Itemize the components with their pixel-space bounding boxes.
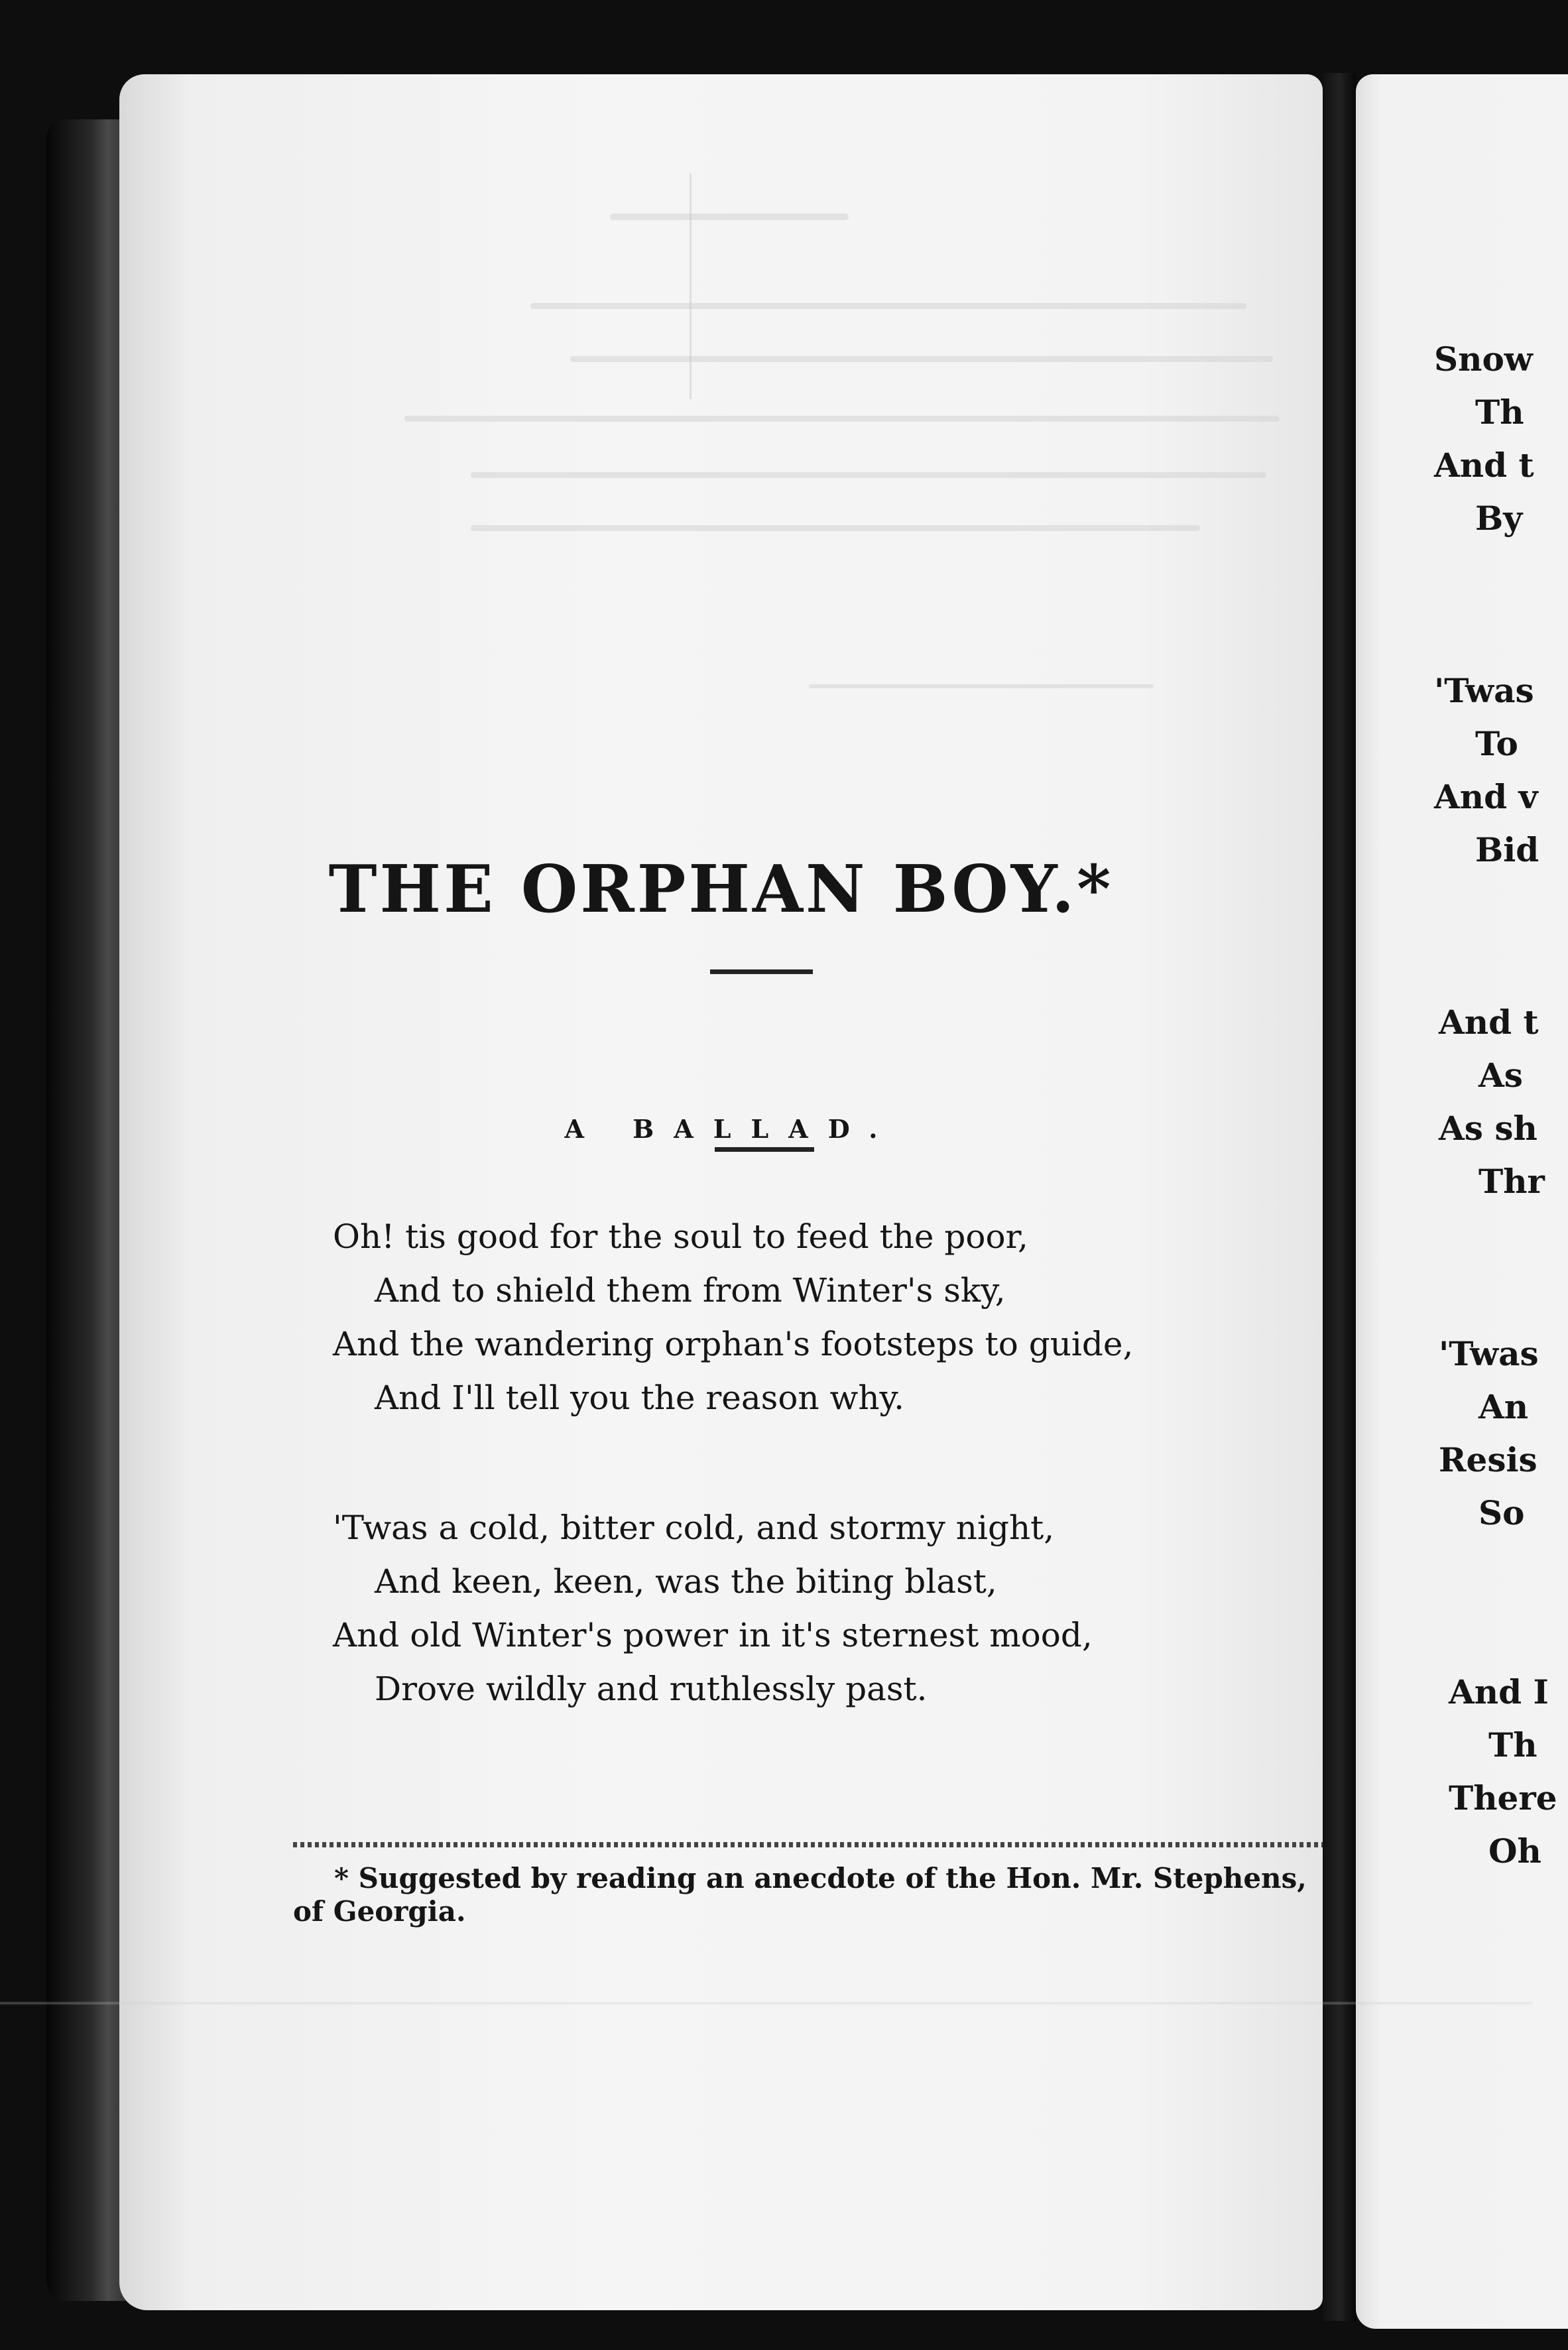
right-line: Bid — [1475, 830, 1539, 869]
stanza-1-line-2: And to shield them from Winter's sky, — [375, 1271, 1006, 1310]
right-line: 'Twas — [1434, 671, 1534, 710]
left-page — [119, 74, 1323, 2310]
right-line: Thr — [1478, 1162, 1545, 1201]
subtitle-rule — [715, 1147, 814, 1152]
right-line: There — [1449, 1778, 1557, 1818]
stanza-1-line-3: And the wandering orphan's footsteps to guide, — [333, 1325, 1134, 1363]
right-line: 'Twas — [1439, 1334, 1539, 1373]
stanza-1-line-1: Oh! tis good for the soul to feed the poor, — [333, 1217, 1028, 1256]
right-line: Resis — [1439, 1440, 1538, 1479]
right-line: And I — [1449, 1672, 1549, 1711]
bleed-through-text — [119, 74, 1323, 2310]
footnote — [293, 1862, 1360, 1928]
right-line: Th — [1488, 1725, 1538, 1764]
footnote-line-1: * Suggested by reading an anecdote of the Hon. Mr. Stephens, — [334, 1862, 1307, 1894]
right-line: As — [1478, 1056, 1523, 1095]
stanza-1-line-4: And I'll tell you the reason why. — [375, 1379, 905, 1417]
page-gutter — [1323, 73, 1356, 2321]
footnote-rule — [293, 1842, 1359, 1847]
stanza-2-line-1: 'Twas a cold, bitter cold, and stormy night, — [333, 1509, 1055, 1547]
right-line: Oh — [1488, 1831, 1541, 1871]
right-line: By — [1475, 499, 1523, 538]
right-line: To — [1475, 724, 1518, 763]
stanza-2-line-3: And old Winter's power in it's sternest mood, — [333, 1616, 1093, 1654]
page-title: THE ORPHAN BOY.* — [328, 851, 1114, 928]
right-line: As sh — [1439, 1109, 1538, 1148]
right-line: And t — [1434, 446, 1534, 485]
right-line: So — [1478, 1493, 1525, 1532]
stanza-2-line-2: And keen, keen, was the biting blast, — [375, 1562, 997, 1601]
stanza-2-line-4: Drove wildly and ruthlessly past. — [375, 1670, 928, 1708]
right-line: Th — [1475, 393, 1524, 432]
right-line: Snow — [1434, 340, 1533, 379]
page-subtitle: A BALLAD. — [564, 1114, 898, 1144]
title-rule — [710, 969, 813, 974]
right-page — [1356, 74, 1568, 2329]
footnote-line-2: of Georgia. — [293, 1895, 466, 1928]
scan-artifact-line — [0, 2001, 1533, 2005]
right-line: And t — [1439, 1003, 1539, 1042]
right-line: An — [1478, 1387, 1529, 1426]
right-line: And v — [1434, 777, 1538, 816]
